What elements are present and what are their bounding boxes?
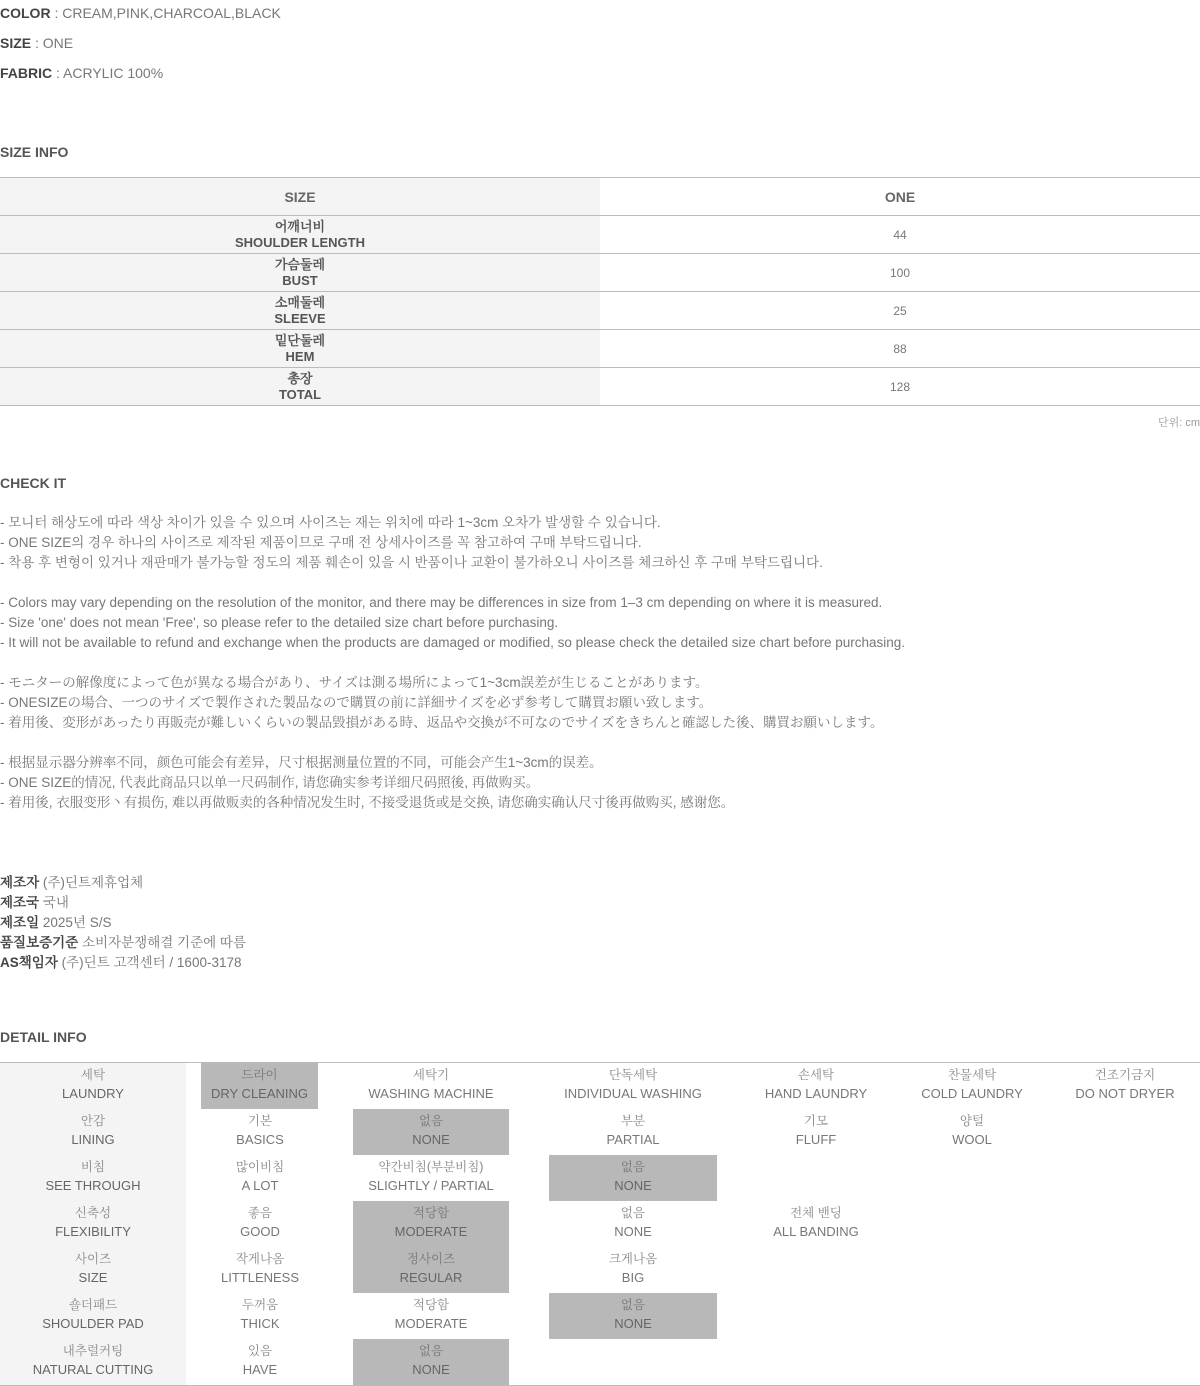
detail-option <box>353 1293 509 1339</box>
detail-label-ko: 사이즈 <box>74 1252 112 1266</box>
detail-option <box>897 1063 1047 1109</box>
detail-option <box>742 1201 890 1247</box>
note-line: - 根据显示器分辨率不同，颜色可能会有差异，尺寸根据测量位置的不同，可能会产生1~3cm的误差。 <box>0 755 603 770</box>
option-ko: 기모 <box>803 1114 829 1128</box>
option-en: WOOL <box>952 1132 992 1147</box>
option-ko: 전체 밴딩 <box>790 1206 842 1220</box>
detail-label-ko: 비침 <box>80 1160 106 1174</box>
info-line <box>0 893 246 913</box>
option-en: NONE <box>614 1316 652 1331</box>
option-ko: 적당함 <box>412 1298 450 1312</box>
option-ko: 기본 <box>247 1114 273 1128</box>
spec-value: : ACRYLIC 100% <box>52 65 164 81</box>
option-ko: 없음 <box>418 1344 444 1358</box>
detail-option <box>549 1201 717 1247</box>
measure-label <box>0 216 600 254</box>
option-ko: 많이비침 <box>235 1160 285 1174</box>
table-row <box>0 216 1200 254</box>
option-en: REGULAR <box>399 1270 463 1285</box>
measure-value: 44 <box>600 216 1200 254</box>
detail-option <box>186 1293 334 1339</box>
product-info <box>0 873 246 973</box>
size-table <box>0 177 1200 406</box>
option-ko: 없음 <box>418 1114 444 1128</box>
spec-label: FABRIC <box>0 65 53 81</box>
option-en: DO NOT DRYER <box>1075 1086 1175 1101</box>
option-en: PARTIAL <box>606 1132 660 1147</box>
measure-value: 128 <box>600 368 1200 406</box>
detail-label-ko: 신축성 <box>74 1206 112 1220</box>
detail-row-label <box>0 1063 186 1109</box>
option-en: HAVE <box>242 1362 278 1377</box>
detail-option-selected <box>353 1247 509 1293</box>
detail-label-en: FLEXIBILITY <box>55 1224 131 1239</box>
check-it-notes <box>0 513 905 813</box>
option-ko: 정사이즈 <box>406 1252 456 1266</box>
detail-label-en: LINING <box>71 1132 115 1147</box>
detail-label-en: LAUNDRY <box>62 1086 124 1101</box>
option-en: THICK <box>240 1316 280 1331</box>
option-ko: 단독세탁 <box>608 1068 658 1082</box>
size-table-header <box>0 178 1200 216</box>
size-header-value: ONE <box>600 178 1200 216</box>
note-line: - Size 'one' does not mean 'Free', so please refer to the detailed size chart before purchasing. <box>0 615 559 630</box>
option-en: NONE <box>614 1178 652 1193</box>
info-label: 제조자 <box>0 875 40 890</box>
detail-option <box>549 1247 717 1293</box>
option-ko: 좋음 <box>247 1206 273 1220</box>
detail-label-en: SEE THROUGH <box>45 1178 141 1193</box>
detail-grid <box>0 1062 1200 1386</box>
info-line <box>0 933 246 953</box>
measure-ko: 가슴둘레 <box>274 256 326 272</box>
detail-label-en: SIZE <box>78 1270 108 1285</box>
option-ko: 부분 <box>620 1114 646 1128</box>
detail-label-ko: 세탁 <box>80 1068 106 1082</box>
option-en: ALL BANDING <box>773 1224 859 1239</box>
detail-option-selected <box>353 1109 509 1155</box>
option-ko: 없음 <box>620 1298 646 1312</box>
info-line <box>0 953 246 973</box>
spec-label: SIZE <box>0 35 32 51</box>
detail-row-label <box>0 1293 186 1339</box>
detail-row-label <box>0 1339 186 1385</box>
note-line: - ONESIZEの場合、一つのサイズで製作された製品なので購買の前に詳細サイズを必ず参考して購買お願い致します。 <box>0 695 713 710</box>
option-en: HAND LAUNDRY <box>764 1086 868 1101</box>
option-en: NONE <box>412 1362 450 1377</box>
detail-option <box>186 1201 334 1247</box>
detail-row-label <box>0 1109 186 1155</box>
check-it-heading: CHECK IT <box>0 475 67 491</box>
detail-option <box>353 1155 509 1201</box>
detail-option-selected <box>353 1201 509 1247</box>
measure-en: HEM <box>285 348 315 364</box>
measure-ko: 어깨너비 <box>274 218 326 234</box>
detail-option <box>186 1155 334 1201</box>
detail-option-selected <box>549 1293 717 1339</box>
note-line: - 着用後, 衣服变形丶有损伤, 难以再做贩卖的各种情况发生时, 不接受退货或是交换, 请您确实确认尺寸後再做购买, 感谢您。 <box>0 795 735 810</box>
spec-size <box>0 33 73 53</box>
detail-info-heading: DETAIL INFO <box>0 1029 87 1045</box>
note-line: - 착용 후 변형이 있거나 재판매가 불가능할 정도의 제품 훼손이 있을 시 반품이나 교환이 불가하오니 사이즈를 체크하신 후 구매 부탁드립니다. <box>0 555 823 570</box>
size-header-label: SIZE <box>0 178 600 216</box>
measure-en: TOTAL <box>278 386 322 402</box>
detail-option <box>549 1063 717 1109</box>
info-value: (주)딘트제휴업체 <box>39 875 144 890</box>
option-en: GOOD <box>240 1224 280 1239</box>
detail-label-en: SHOULDER PAD <box>42 1316 144 1331</box>
detail-option <box>186 1247 334 1293</box>
option-ko: 약간비침(부분비침) <box>378 1160 484 1174</box>
table-row <box>0 292 1200 330</box>
info-label: 제조일 <box>0 915 40 930</box>
measure-en: SHOULDER LENGTH <box>235 234 365 250</box>
note-line: - Colors may vary depending on the resolution of the monitor, and there may be differences in size from 1–3 cm depending on where it is measured. <box>0 595 883 610</box>
option-ko: 작게나옴 <box>235 1252 285 1266</box>
option-ko: 두꺼움 <box>241 1298 279 1312</box>
option-en: WASHING MACHINE <box>368 1086 494 1101</box>
detail-option <box>897 1109 1047 1155</box>
option-en: FLUFF <box>795 1132 837 1147</box>
size-info-heading: SIZE INFO <box>0 144 69 160</box>
detail-option-selected <box>549 1155 717 1201</box>
info-value: 국내 <box>39 895 69 910</box>
measure-en: SLEEVE <box>274 310 326 326</box>
option-en: BASICS <box>236 1132 284 1147</box>
detail-option <box>353 1063 509 1109</box>
spec-fabric <box>0 63 163 83</box>
measure-label <box>0 292 600 330</box>
option-en: MODERATE <box>394 1224 468 1239</box>
option-ko: 없음 <box>620 1206 646 1220</box>
detail-option <box>549 1109 717 1155</box>
note-line: - 모니터 해상도에 따라 색상 차이가 있을 수 있으며 사이즈는 재는 위치에 따라 1~3cm 오차가 발생할 수 있습니다. <box>0 515 661 530</box>
measure-value: 100 <box>600 254 1200 292</box>
detail-label-ko: 숄더패드 <box>68 1298 118 1312</box>
info-label: AS책임자 <box>0 955 58 970</box>
note-line: - ONE SIZE의 경우 하나의 사이즈로 제작된 제품이므로 구매 전 상세사이즈를 꼭 참고하여 구매 부탁드립니다. <box>0 535 642 550</box>
option-ko: 손세탁 <box>797 1068 835 1082</box>
spec-value: : CREAM,PINK,CHARCOAL,BLACK <box>50 5 281 21</box>
option-en: SLIGHTLY / PARTIAL <box>368 1178 494 1193</box>
info-value: 소비자분쟁해결 기준에 따름 <box>78 935 246 950</box>
option-en: LITTLENESS <box>220 1270 300 1285</box>
detail-option <box>186 1339 334 1385</box>
option-en: DRY CLEANING <box>210 1086 309 1101</box>
option-ko: 세탁기 <box>412 1068 450 1082</box>
measure-ko: 밑단둘레 <box>274 332 326 348</box>
note-line: - ONE SIZE的情况, 代表此商品只以单一尺码制作, 请您确实参考详细尺码照後, 再做购买。 <box>0 775 540 790</box>
detail-row-label <box>0 1155 186 1201</box>
detail-option-selected <box>353 1339 509 1385</box>
detail-label-ko: 내추럴커팅 <box>62 1344 124 1358</box>
option-en: NONE <box>412 1132 450 1147</box>
option-ko: 있음 <box>247 1344 273 1358</box>
option-ko: 건조기금지 <box>1094 1068 1156 1082</box>
detail-option <box>742 1063 890 1109</box>
info-line <box>0 913 246 933</box>
option-en: MODERATE <box>394 1316 468 1331</box>
option-en: A LOT <box>241 1178 279 1193</box>
spec-value: : ONE <box>31 35 74 51</box>
detail-row-label <box>0 1247 186 1293</box>
detail-row-label <box>0 1201 186 1247</box>
measure-ko: 소매둘레 <box>274 294 326 310</box>
option-en: NONE <box>614 1224 652 1239</box>
detail-option-selected <box>201 1063 318 1109</box>
unit-note: 단위: cm <box>1157 417 1200 429</box>
measure-value: 25 <box>600 292 1200 330</box>
option-en: BIG <box>621 1270 645 1285</box>
table-row <box>0 330 1200 368</box>
detail-label-en: NATURAL CUTTING <box>32 1362 154 1377</box>
measure-ko: 총장 <box>287 370 313 386</box>
info-value: 2025년 S/S <box>39 915 112 930</box>
note-line: - It will not be available to refund and exchange when the products are damaged or modified, so please check the detailed size chart before purchasing. <box>0 635 906 650</box>
option-ko: 찬물세탁 <box>947 1068 997 1082</box>
option-ko: 양털 <box>959 1114 985 1128</box>
measure-label <box>0 330 600 368</box>
info-line <box>0 873 246 893</box>
info-label: 제조국 <box>0 895 40 910</box>
measure-label <box>0 368 600 406</box>
measure-en: BUST <box>282 272 318 288</box>
measure-label <box>0 254 600 292</box>
option-ko: 크게나옴 <box>608 1252 658 1266</box>
measure-value: 88 <box>600 330 1200 368</box>
spec-label: COLOR <box>0 5 51 21</box>
option-ko: 드라이 <box>241 1068 278 1082</box>
option-ko: 없음 <box>620 1160 646 1174</box>
table-row <box>0 254 1200 292</box>
detail-option <box>1050 1063 1200 1109</box>
info-label: 품질보증기준 <box>0 935 79 950</box>
option-en: INDIVIDUAL WASHING <box>564 1086 702 1101</box>
note-line: - 着用後、変形があったり再販売が難しいくらいの製品毀損がある時、返品や交換が不可なのでサイズをきちんと確認した後、購買お願いします。 <box>0 715 884 730</box>
spec-color <box>0 3 281 23</box>
detail-label-ko: 안감 <box>80 1114 106 1128</box>
info-value: (주)딘트 고객센터 / 1600-3178 <box>57 955 242 970</box>
detail-option <box>742 1109 890 1155</box>
note-line: - モニターの解像度によって色が異なる場合があり、サイズは測る場所によって1~3cm誤差が生じることがあります。 <box>0 675 709 690</box>
option-ko: 적당함 <box>412 1206 450 1220</box>
table-row <box>0 368 1200 406</box>
detail-option <box>186 1109 334 1155</box>
option-en: COLD LAUNDRY <box>921 1086 1023 1101</box>
